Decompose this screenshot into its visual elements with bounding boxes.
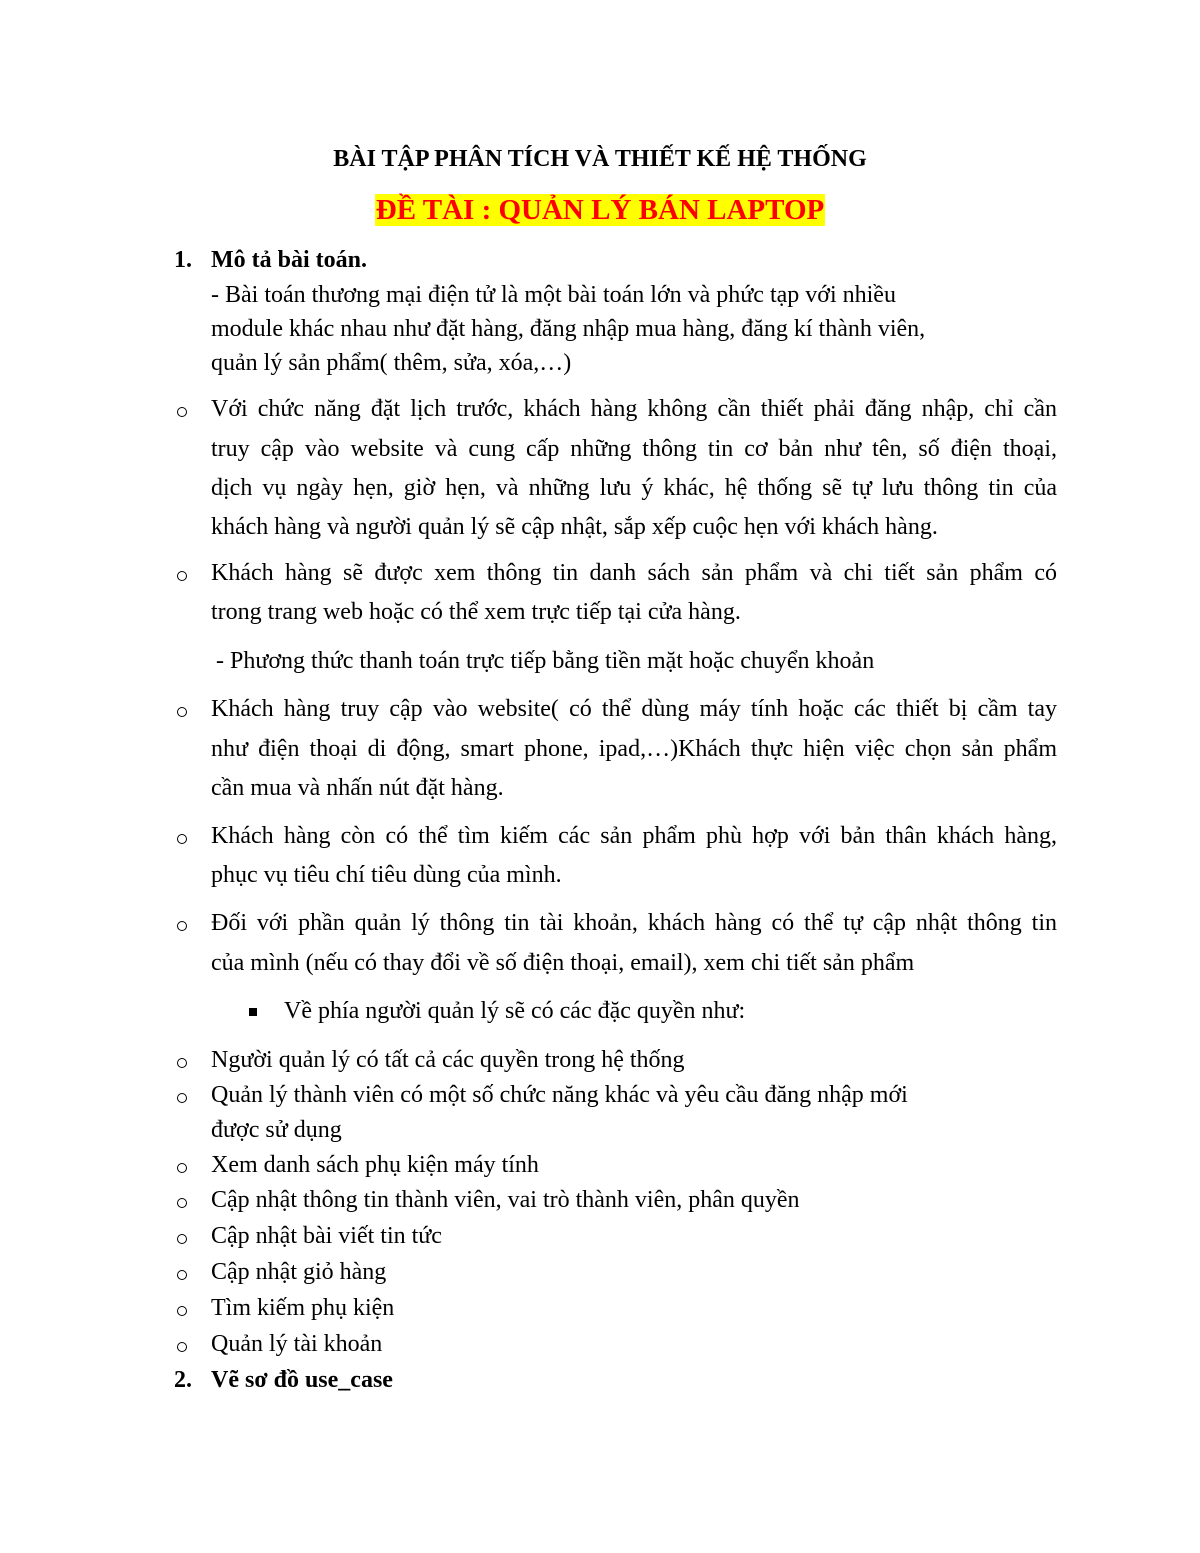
admin-item: Cập nhật thông tin thành viên, vai trò thành viên, phân quyền: [211, 1187, 800, 1213]
document-subtitle: [0, 190, 1200, 232]
circle-bullet-icon: [177, 707, 187, 717]
circle-bullet-icon: [177, 571, 187, 581]
circle-bullet-icon: [177, 1306, 187, 1316]
document-title: BÀI TẬP PHÂN TÍCH VÀ THIẾT KẾ HỆ THỐNG: [333, 146, 867, 172]
p4-line-1: Khách hàng còn có thể tìm kiếm các sản phẩm phù hợp với bản thân khách hàng,: [211, 823, 1057, 849]
circle-bullet-icon: [177, 1058, 187, 1068]
p3-line-1: Khách hàng truy cập vào website( có thể dùng máy tính hoặc các thiết bị cầm tay: [211, 696, 1057, 722]
p5-line-1: Đối với phần quản lý thông tin tài khoản, khách hàng có thể tự cập nhật thông tin: [211, 910, 1057, 936]
p5-line-2: của mình (nếu có thay đổi về số điện thoại, email), xem chi tiết sản phẩm: [211, 950, 915, 976]
admin-item: Người quản lý có tất cả các quyền trong hệ thống: [211, 1047, 685, 1073]
section-2-number: 2.: [174, 1367, 192, 1393]
circle-bullet-icon: [177, 1093, 187, 1103]
subtitle-highlight: ĐỀ TÀI : QUẢN LÝ BÁN LAPTOP: [375, 194, 825, 226]
admin-item: Cập nhật bài viết tin tức: [211, 1223, 442, 1249]
circle-bullet-icon: [177, 1270, 187, 1280]
p1-line-3: dịch vụ ngày hẹn, giờ hẹn, và những lưu ý khác, hệ thống sẽ tự lưu thông tin của: [211, 475, 1057, 501]
circle-bullet-icon: [177, 407, 187, 417]
p2-line-1: Khách hàng sẽ được xem thông tin danh sách sản phẩm và chi tiết sản phẩm có: [211, 560, 1057, 586]
p4-line-2: phục vụ tiêu chí tiêu dùng của mình.: [211, 862, 562, 888]
circle-bullet-icon: [177, 921, 187, 931]
square-bullet-icon: [249, 1008, 257, 1016]
admin-item: Tìm kiếm phụ kiện: [211, 1295, 395, 1321]
admin-item: Quản lý thành viên có một số chức năng khác và yêu cầu đăng nhập mới: [211, 1082, 908, 1108]
p1-line-1: Với chức năng đặt lịch trước, khách hàng không cần thiết phải đăng nhập, chỉ cần: [211, 396, 1057, 422]
circle-bullet-icon: [177, 1342, 187, 1352]
circle-bullet-icon: [177, 1163, 187, 1173]
admin-item: Quản lý tài khoản: [211, 1331, 383, 1357]
circle-bullet-icon: [177, 1198, 187, 1208]
p3-line-3: cần mua và nhấn nút đặt hàng.: [211, 775, 504, 801]
admin-intro: Về phía người quản lý sẽ có các đặc quyền như:: [284, 998, 746, 1024]
payment-line: - Phương thức thanh toán trực tiếp bằng tiền mặt hoặc chuyển khoản: [216, 648, 875, 674]
p2-line-2: trong trang web hoặc có thể xem trực tiếp tại cửa hàng.: [211, 599, 741, 625]
section-1-number: 1.: [174, 247, 192, 273]
intro-line-3: quản lý sản phẩm( thêm, sửa, xóa,…): [211, 350, 572, 376]
section-1-heading: Mô tả bài toán.: [211, 247, 367, 273]
p1-line-4: khách hàng và người quản lý sẽ cập nhật, sắp xếp cuộc hẹn với khách hàng.: [211, 514, 938, 540]
circle-bullet-icon: [177, 834, 187, 844]
circle-bullet-icon: [177, 1234, 187, 1244]
p3-line-2: như điện thoại di động, smart phone, ipad,…)Khách thực hiện việc chọn sản phẩm: [211, 736, 1057, 762]
section-2-heading: Vẽ sơ đồ use_case: [211, 1367, 393, 1393]
admin-item-continuation: được sử dụng: [211, 1117, 342, 1143]
intro-line-1: - Bài toán thương mại điện tử là một bài toán lớn và phức tạp với nhiều: [211, 282, 896, 308]
intro-line-2: module khác nhau như đặt hàng, đăng nhập mua hàng, đăng kí thành viên,: [211, 316, 926, 342]
admin-item: Cập nhật giỏ hàng: [211, 1259, 387, 1285]
p1-line-2: truy cập vào website và cung cấp những thông tin cơ bản như tên, số điện thoại,: [211, 436, 1057, 462]
admin-item: Xem danh sách phụ kiện máy tính: [211, 1152, 539, 1178]
